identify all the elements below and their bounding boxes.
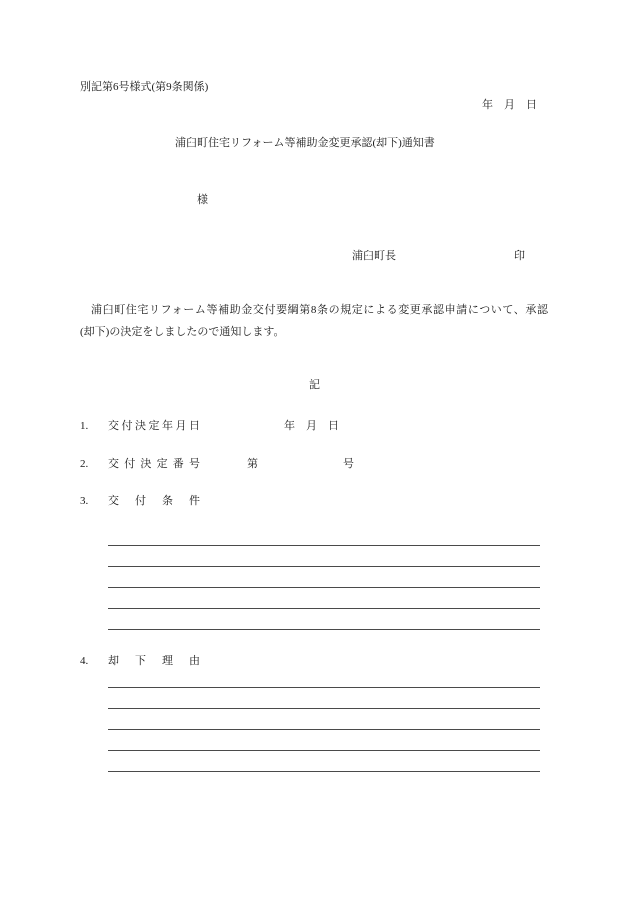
item-number: 1. — [80, 420, 89, 432]
writing-line — [108, 708, 540, 709]
writing-line — [108, 608, 540, 609]
body-line: 浦臼町住宅リフォーム等補助金交付要綱第8条の規定による変更承認申請について、承認 — [91, 304, 548, 316]
writing-line — [108, 566, 540, 567]
issue-date: 年 月 日 — [482, 99, 537, 111]
sender-name: 浦臼町長 — [352, 250, 396, 262]
addressee-honorific: 様 — [197, 194, 208, 206]
item-label: 交付決定年月日 — [108, 420, 200, 432]
item-number: 2. — [80, 458, 89, 470]
writing-line — [108, 729, 540, 730]
item-number: 3. — [80, 495, 89, 507]
writing-line — [108, 587, 540, 588]
decision-number-suffix: 号 — [343, 458, 354, 470]
writing-line — [108, 545, 540, 546]
seal-mark: 印 — [514, 250, 525, 262]
writing-line — [108, 687, 540, 688]
decision-number-prefix: 第 — [247, 458, 258, 470]
form-number-label: 別記第6号様式(第9条関係) — [80, 81, 209, 93]
writing-line — [108, 629, 540, 630]
item-number: 4. — [80, 655, 89, 667]
document-title: 浦臼町住宅リフォーム等補助金変更承認(却下)通知書 — [175, 137, 435, 149]
writing-line — [108, 771, 540, 772]
item-label: 交付決定番号 — [108, 458, 200, 470]
item-label: 却下理由 — [108, 655, 200, 667]
writing-line — [108, 750, 540, 751]
record-heading: 記 — [309, 379, 320, 391]
decision-date-value: 年 月 日 — [284, 420, 339, 432]
item-label: 交付条件 — [108, 495, 200, 507]
body-line: (却下)の決定をしましたので通知します。 — [80, 326, 285, 338]
